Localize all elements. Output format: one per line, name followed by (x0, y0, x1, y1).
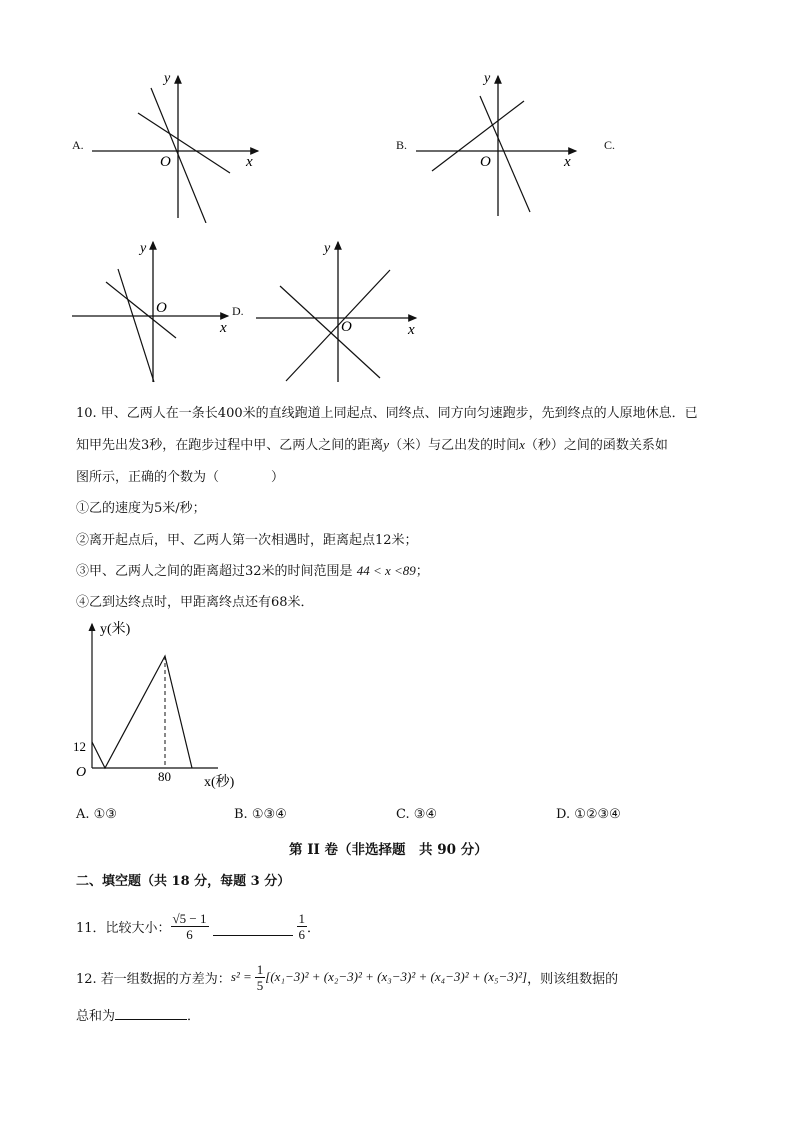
y-label: y (484, 71, 491, 86)
section-fill-blank-title: 二、填空题（共 18 分，每题 3 分） (76, 874, 291, 889)
q10-statement-2: ②离开起点后，甲、乙两人第一次相遇时，距离起点12米； (76, 533, 418, 548)
x-label: x (408, 322, 415, 338)
q12-line1: 12. 若一组数据的方差为： s² = $\frac{1}{5}$ [(x₁−3)² + (x₂−3)² + (x₃−3)² + (x₄−3)² + (x₅−3)²] ，则该组数据的 (76, 961, 619, 993)
q12-fraction: $\frac{1}{5}$ (256, 961, 264, 993)
chart-origin: O (76, 765, 87, 780)
y-label: y (140, 241, 147, 256)
line-1 (118, 269, 154, 382)
chart-tick-12: 12 (73, 739, 86, 754)
x-label: x (246, 154, 253, 170)
graph-b (412, 68, 592, 223)
q11-answer-blank[interactable] (213, 917, 293, 936)
q11: 11．比较大小： $\frac{√5 - 1}{6}$ $\frac{1}{6}$ ． (76, 910, 321, 942)
q10-statement-3: ③甲、乙两人之间的距离超过32米的时间范围是 44 < x <89； (76, 563, 429, 579)
q11-prefix: 11．比较大小： (76, 920, 171, 936)
q10-line1: 10. 甲、乙两人在一条长400米的直线跑道上同起点、同终点、同方向匀速跑步，先到终点的人原地休息．已 (76, 406, 698, 421)
graph-a (88, 68, 268, 223)
q12-formula-lhs: s² = (230, 969, 252, 984)
q12-prefix: 12. 若一组数据的方差为： (76, 971, 231, 987)
distance-line (92, 656, 192, 768)
graph-d (252, 236, 424, 386)
origin-label: O (156, 300, 167, 316)
q12-formula-body: [(x₁−3)² + (x₂−3)² + (x₃−3)² + (x₄−3)² + (x₅−3)²] (265, 969, 528, 984)
line-1 (432, 101, 524, 171)
q10-statement-4: ④乙到达终点时，甲距离终点还有68米． (76, 595, 314, 610)
q10-statement-1: ①乙的速度为5米/秒； (76, 501, 206, 516)
chart-x-label: x(秒) (204, 775, 235, 790)
line-1 (280, 286, 380, 378)
option-c-label: C. (604, 138, 616, 152)
origin-label: O (160, 154, 171, 170)
graph-c (68, 236, 238, 386)
q10-answer-b[interactable]: B. ①③④ (234, 807, 287, 822)
q10-answer-c[interactable]: C. ③④ (396, 807, 438, 822)
option-d-label: D. (232, 304, 244, 318)
q10-chart (70, 614, 250, 794)
y-label: y (164, 71, 171, 86)
q10-answer-d[interactable]: D. ①②③④ (556, 807, 621, 822)
q11-fraction-1: $\frac{√5 - 1}{6}$ (172, 910, 207, 942)
origin-label: O (480, 154, 491, 170)
x-label: x (564, 154, 571, 170)
x-label: x (220, 320, 227, 336)
part2-title: 第 II 卷（非选择题 共 90 分） (289, 842, 488, 858)
q11-fraction-2: $\frac{1}{6}$ (298, 910, 306, 942)
option-a-label: A. (72, 138, 84, 152)
y-label: y (324, 241, 331, 256)
q10-line2: 知甲先出发3秒，在跑步过程中甲、乙两人之间的距离y（米）与乙出发的时间x（秒）之间的函数关系如 (76, 437, 668, 453)
line-2 (138, 113, 230, 173)
q12-answer-blank[interactable] (115, 1005, 187, 1020)
option-b-label: B. (396, 138, 408, 152)
q10-answer-a[interactable]: A. ①③ (76, 807, 117, 822)
chart-y-label: y(米) (100, 622, 131, 637)
q10-line3: 图所示，正确的个数为（ ） (76, 470, 285, 485)
q12-line2: 总和为 ． (76, 1005, 200, 1024)
chart-tick-80: 80 (158, 769, 171, 784)
origin-label: O (341, 319, 352, 335)
